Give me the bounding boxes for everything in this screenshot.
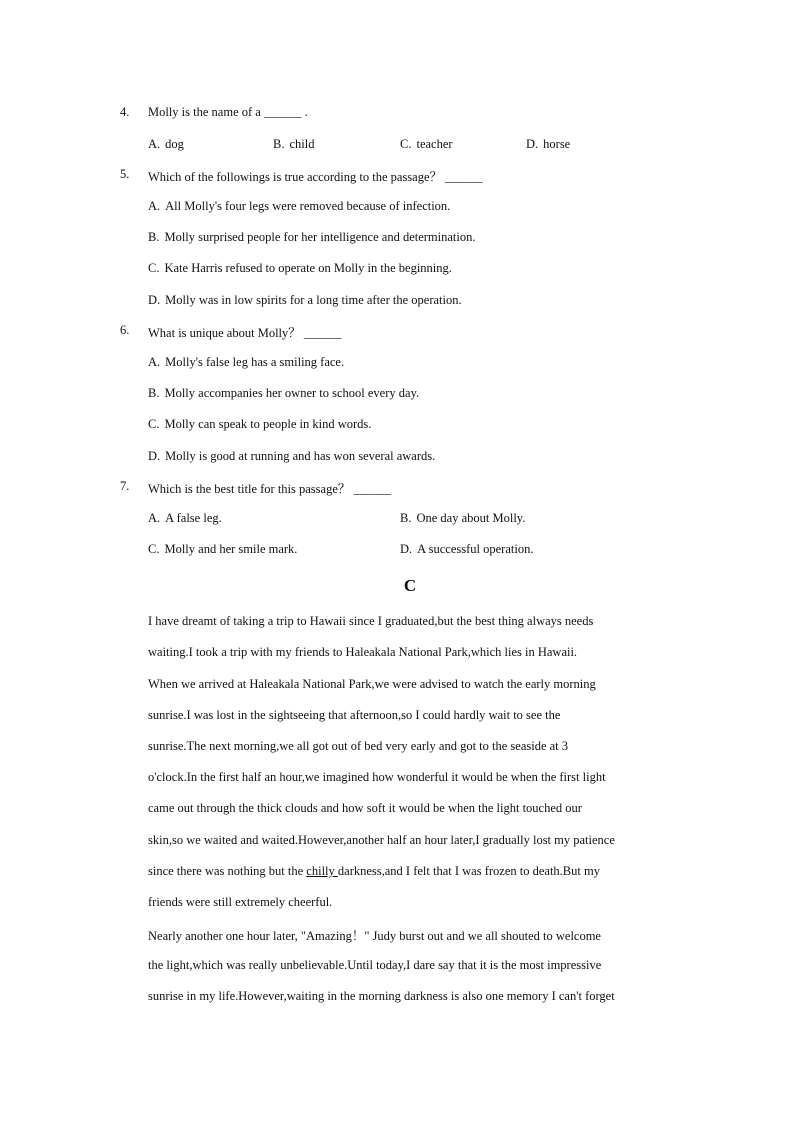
option-6b: [148, 386, 419, 401]
option-letter: D.: [148, 293, 161, 307]
option-4a: [148, 137, 184, 152]
passage-line: skin,so we waited and waited.However,another half an hour later,I gradually lost my patience: [148, 833, 615, 847]
option-letter: A.: [148, 511, 161, 525]
option-text: Molly was in low spirits for a long time after the operation.: [165, 293, 462, 307]
option-letter: D.: [526, 137, 539, 151]
option-text: Molly's false leg has a smiling face.: [165, 355, 345, 369]
section-title: C: [403, 576, 417, 595]
passage-line: I have dreamt of taking a trip to Hawaii since I graduated,but the best thing always needs: [148, 614, 594, 628]
option-text: horse: [543, 137, 571, 151]
option-letter: D.: [400, 542, 413, 556]
passage-line: came out through the thick clouds and how soft it would be when the light touched our: [148, 801, 582, 815]
option-text: Molly accompanies her owner to school every day.: [164, 386, 420, 400]
question-number: 4.: [120, 105, 130, 119]
option-letter: B.: [400, 511, 412, 525]
option-letter: C.: [148, 417, 160, 431]
option-letter: A.: [148, 199, 161, 213]
option-letter: C.: [400, 137, 412, 151]
option-text: dog: [165, 137, 184, 151]
passage-line: friends were still extremely cheerful.: [148, 895, 333, 909]
option-7d: [400, 542, 533, 557]
passage-line: sunrise in my life.However,waiting in the morning darkness is also one memory I can't forget: [148, 989, 615, 1003]
option-4b: [273, 137, 314, 152]
option-text: A successful operation.: [417, 542, 534, 556]
option-text: Molly surprised people for her intelligence and determination.: [164, 230, 476, 244]
option-letter: C.: [148, 542, 160, 556]
option-4d: [526, 137, 570, 152]
option-letter: C.: [148, 261, 160, 275]
question-stem: Molly is the name of a ______ .: [148, 105, 308, 119]
option-7b: [400, 511, 525, 526]
option-text: child: [289, 137, 315, 151]
passage-line: sunrise.I was lost in the sightseeing that afternoon,so I could hardly wait to see the: [148, 708, 561, 722]
option-5b: [148, 230, 476, 245]
option-letter: A.: [148, 137, 161, 151]
option-text: teacher: [416, 137, 453, 151]
option-7c: [148, 542, 297, 557]
passage-text: since there was nothing but the: [148, 864, 307, 878]
question-stem: What is unique about Molly？ ______: [148, 326, 342, 340]
question-stem: Which is the best title for this passage？ ______: [148, 482, 392, 496]
option-letter: B.: [148, 230, 160, 244]
option-letter: A.: [148, 355, 161, 369]
passage-line: sunrise.The next morning,we all got out of bed very early and got to the seaside at 3: [148, 739, 569, 753]
question-number: 7.: [120, 479, 130, 493]
passage-line: When we arrived at Haleakala National Park,we were advised to watch the early morning: [148, 677, 596, 691]
passage-line: [148, 864, 600, 879]
option-letter: D.: [148, 449, 161, 463]
underlined-word: chilly: [306, 864, 338, 878]
option-5a: [148, 199, 450, 214]
passage-line: the light,which was really unbelievable.Until today,I dare say that it is the most impressive: [148, 958, 602, 972]
option-7a: [148, 511, 222, 526]
passage-text: darkness,and I felt that I was frozen to death.But my: [337, 864, 600, 878]
option-letter: B.: [148, 386, 160, 400]
option-text: Molly and her smile mark.: [164, 542, 298, 556]
option-5d: [148, 293, 462, 308]
passage-line: Nearly another one hour later, "Amazing！" Judy burst out and we all shouted to welcome: [148, 929, 601, 943]
question-stem: Which of the followings is true according to the passage？ ______: [148, 170, 483, 184]
option-6a: [148, 355, 344, 370]
option-6c: [148, 417, 371, 432]
option-text: A false leg.: [165, 511, 222, 525]
option-text: Molly is good at running and has won several awards.: [165, 449, 436, 463]
question-number: 5.: [120, 167, 130, 181]
option-4c: [400, 137, 453, 152]
option-text: One day about Molly.: [416, 511, 526, 525]
option-text: All Molly's four legs were removed because of infection.: [165, 199, 451, 213]
option-6d: [148, 449, 435, 464]
option-text: Kate Harris refused to operate on Molly in the beginning.: [164, 261, 452, 275]
option-letter: B.: [273, 137, 285, 151]
question-number: 6.: [120, 323, 130, 337]
passage-line: o'clock.In the first half an hour,we imagined how wonderful it would be when the first light: [148, 770, 606, 784]
passage-line: waiting.I took a trip with my friends to Haleakala National Park,which lies in Hawaii.: [148, 645, 578, 659]
option-text: Molly can speak to people in kind words.: [164, 417, 372, 431]
option-5c: [148, 261, 452, 276]
